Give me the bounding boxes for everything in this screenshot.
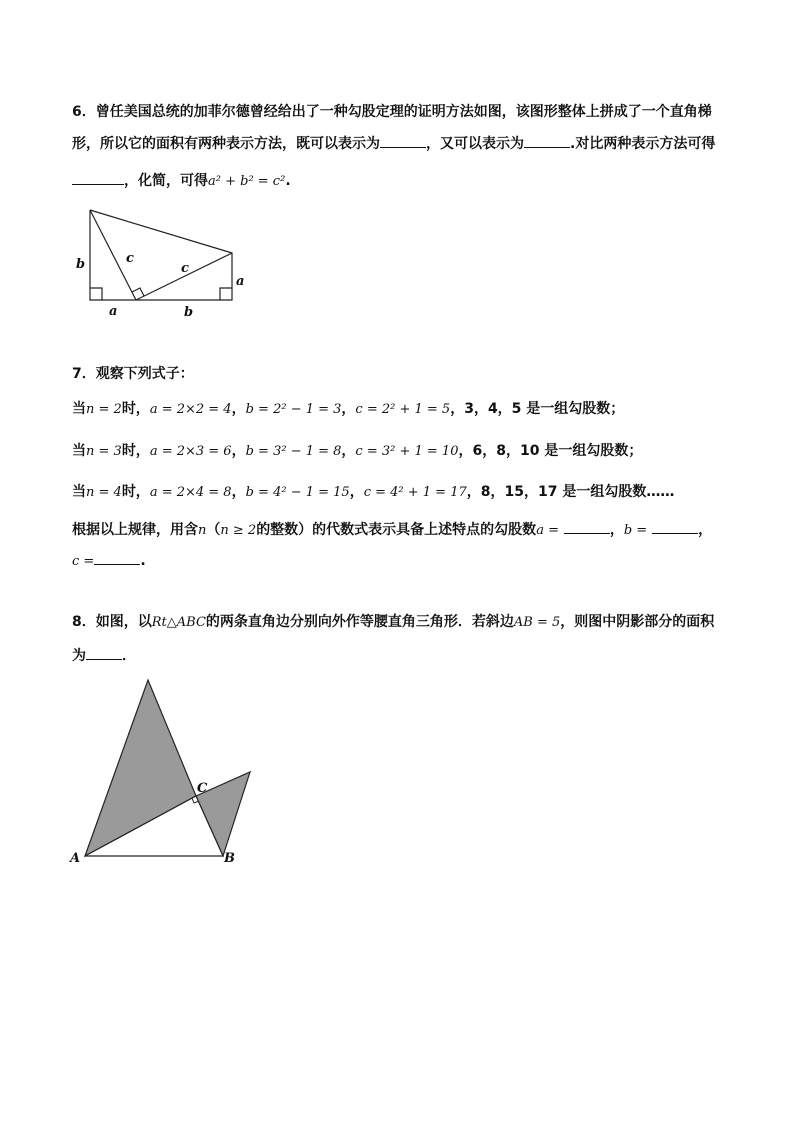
q8-line-2: 为 ． (72, 645, 732, 666)
q6-trapezoid-figure (70, 202, 250, 322)
pythagorean-formula: a² + b² = c² (208, 174, 286, 189)
q6-line-1: 6．曾任美国总统的加菲尔德曾经给出了一种勾股定理的证明方法如图，该图形整体上拼成了一个直角梯 (72, 104, 712, 120)
label-A: A (70, 851, 81, 866)
label-c-left: c (126, 251, 134, 266)
answer-blank[interactable] (524, 133, 570, 148)
answer-blank[interactable] (86, 645, 122, 660)
q6-line-2: 形，所以它的面积有两种表示方法，既可以表示为 ，又可以表示为 .对比两种表示方法可得 (72, 133, 732, 154)
label-b-left: b (76, 257, 86, 272)
answer-blank-b[interactable] (652, 519, 698, 534)
answer-blank-c[interactable] (94, 550, 140, 565)
q8-triangle-figure (66, 672, 266, 872)
q7-title: 7．观察下列式子： (72, 366, 194, 382)
q7-row-2: 当n = 3时，a = 2×3 = 6，b = 3² − 1 = 8，c = 3² + 1 = 10，6，8，10 是一组勾股数； (72, 443, 643, 459)
answer-blank[interactable] (380, 133, 426, 148)
q7-rule-line-2: c = . (72, 550, 732, 572)
label-C: C (197, 781, 208, 796)
q7-row-3: 当n = 4时，a = 2×4 = 8，b = 4² − 1 = 15，c = 4² + 1 = 17，8，15，17 是一组勾股数…… (72, 484, 675, 500)
label-b-bottom: b (184, 305, 194, 320)
label-a-right: a (236, 274, 245, 289)
answer-blank-a[interactable] (564, 519, 610, 534)
q8-line-1: 8．如图，以Rt△ABC的两条直角边分别向外作等腰直角三角形．若斜边AB = 5，则图中阴影部分的面积 (72, 614, 715, 630)
q7-rule-line: 根据以上规律，用含n（n ≥ 2的整数）的代数式表示具备上述特点的勾股数a = ，b = ， (72, 519, 732, 541)
label-B: B (224, 851, 235, 866)
q7-row-1: 当n = 2时，a = 2×2 = 4，b = 2² − 1 = 3，c = 2² + 1 = 5，3，4，5 是一组勾股数； (72, 401, 625, 417)
label-a-bottom: a (109, 304, 118, 319)
q6-line-3: ，化简，可得a² + b² = c². (72, 170, 732, 192)
label-c-right: c (181, 261, 189, 276)
answer-blank[interactable] (72, 170, 124, 185)
